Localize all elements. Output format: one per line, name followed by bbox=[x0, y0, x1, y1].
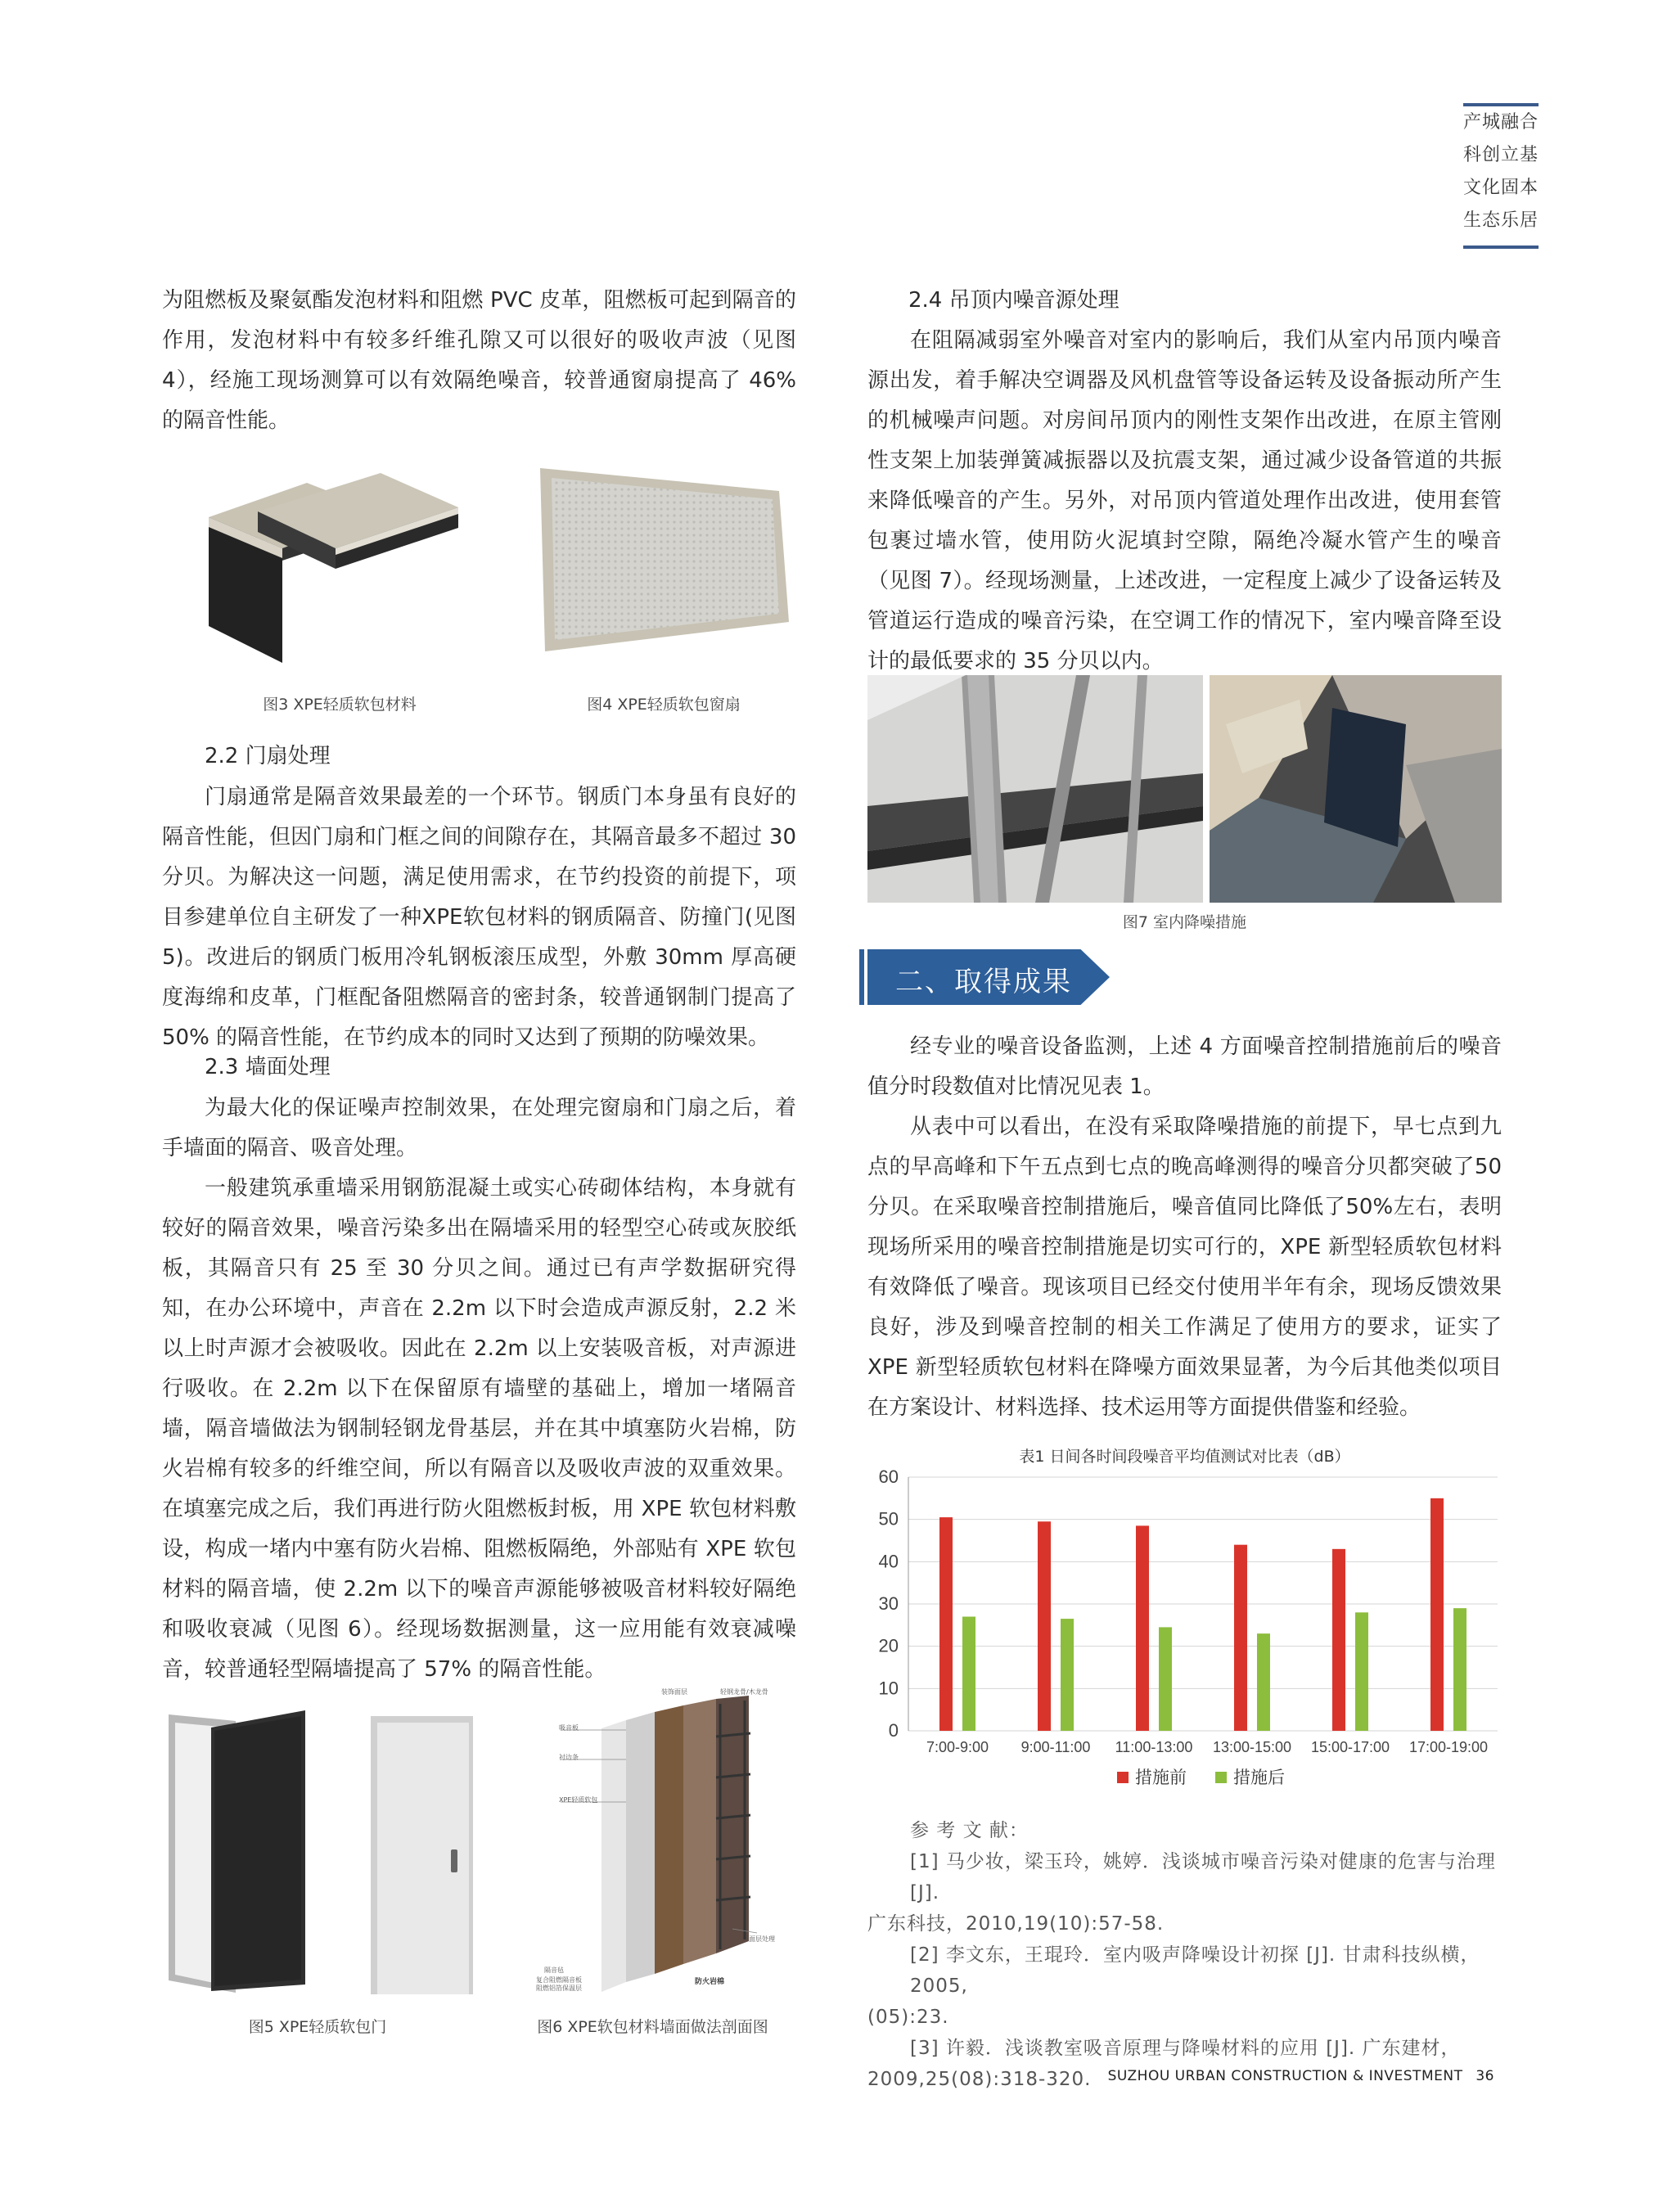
reference-2-line-2: (05):23. bbox=[867, 2007, 949, 2028]
chart-bar-before bbox=[1332, 1549, 1345, 1731]
chart-bar-after bbox=[962, 1617, 975, 1732]
chart-legend-swatch bbox=[1215, 1772, 1227, 1783]
chart-ytick-label: 10 bbox=[878, 1678, 899, 1699]
reference-3-line-2: 2009,25(08):318-320. bbox=[867, 2069, 1092, 2090]
fig4-caption: 图4 XPE轻质软包窗扇 bbox=[587, 696, 741, 714]
chart-ytick-label: 40 bbox=[878, 1551, 899, 1572]
noise-chart bbox=[867, 1444, 1502, 1821]
fig6-label-9: 面层处理 bbox=[749, 1935, 775, 1943]
chart-ytick-label: 50 bbox=[878, 1508, 899, 1529]
sec-2-4-title: 2.4 吊顶内噪音源处理 bbox=[908, 288, 1120, 313]
reference-1-line-1: [1] 马少妆，梁玉玲，姚婷．浅谈城市噪音污染对健康的危害与治理 [J]. bbox=[910, 1851, 1496, 1903]
fig4-xpe-window-image bbox=[534, 466, 794, 653]
fig6-wall-section-image bbox=[511, 1687, 794, 2003]
chart-bar-after bbox=[1355, 1612, 1368, 1731]
fig6-label-1: 轻钢龙骨/木龙骨 bbox=[720, 1688, 768, 1696]
fig5-xpe-door-image bbox=[162, 1698, 473, 1997]
tag-rule-top bbox=[1463, 103, 1539, 106]
page-footer bbox=[1108, 2068, 1494, 2084]
sec-2-3-title: 2.3 墙面处理 bbox=[205, 1055, 331, 1079]
chart-plot bbox=[867, 1469, 1502, 1821]
tag-4: 生态乐居 bbox=[1462, 210, 1539, 231]
chart-legend-label: 措施前 bbox=[1135, 1768, 1187, 1787]
chart-bar-before bbox=[1234, 1545, 1247, 1731]
fig6-label-7: 复合阻燃隔音板 bbox=[536, 1976, 582, 1984]
tag-2: 科创立基 bbox=[1462, 145, 1539, 165]
chart-title: 表1 日间各时间段噪音平均值测试对比表（dB） bbox=[1019, 1448, 1350, 1466]
fig6-label-5: 防火岩棉 bbox=[695, 1978, 725, 1986]
reference-2-line-1: [2] 李文东，王琨玲．室内吸声降噪设计初探 [J]. 甘肃科技纵横，2005, bbox=[910, 1944, 1480, 1997]
sec-2-2-text: 门扇通常是隔音效果最差的一个环节。钢质门本身虽有良好的隔音性能，但因门扇和门框之间的间隙存在，其隔音最多不超过 30 分贝。为解决这一问题，满足使用需求，在节约投资的前提下，项目参建单位自主研发了一种XPE软包材料的钢质隔音、防撞门(见图 5)。改进后的钢质门板用冷轧钢板滚压成型，外敷 30mm 厚高硬度海绵和皮革，门框配备阻燃隔音的密封条，较普通钢制门提高了 50% 的隔音性能，在节约成本的同时又达到了预期的防噪效果。 bbox=[162, 785, 796, 1050]
fig3-xpe-panel-image bbox=[209, 466, 471, 671]
chart-bar-before bbox=[939, 1517, 953, 1731]
fig6-label-0: 装饰面层 bbox=[661, 1688, 687, 1696]
references-title: 参 考 文 献： bbox=[910, 1820, 1029, 1841]
fig6-label-2: 吸音板 bbox=[559, 1724, 579, 1732]
fig7-ceiling-support-image bbox=[867, 675, 1203, 903]
chart-xtick-label: 9:00-11:00 bbox=[1020, 1739, 1091, 1755]
chart-ytick-label: 0 bbox=[888, 1720, 899, 1741]
chart-legend-label: 措施后 bbox=[1233, 1768, 1285, 1787]
chart-xtick-label: 13:00-15:00 bbox=[1212, 1739, 1292, 1755]
tag-1: 产城融合 bbox=[1462, 112, 1539, 133]
chart-bar-after bbox=[1257, 1633, 1270, 1731]
chart-bar-after bbox=[1159, 1627, 1172, 1731]
sidebar-tags bbox=[1463, 106, 1539, 237]
reference-1-line-2: 广东科技，2010,19(10):57-58. bbox=[867, 1913, 1165, 1935]
sec-2-2-title: 2.2 门扇处理 bbox=[205, 744, 331, 768]
chart-xtick-label: 11:00-13:00 bbox=[1115, 1739, 1193, 1755]
tag-rule-bottom bbox=[1463, 246, 1539, 249]
fig6-label-4: XPE轻质软包 bbox=[559, 1796, 598, 1804]
fig6-label-3: 衬边条 bbox=[559, 1754, 579, 1761]
fig3-caption: 图3 XPE轻质软包材料 bbox=[263, 696, 417, 714]
sec-2-4-text: 在阻隔减弱室外噪音对室内的影响后，我们从室内吊顶内噪音源出发，着手解决空调器及风机盘管等设备运转及设备振动所产生的机械噪声问题。对房间吊顶内的刚性支架作出改进，在原主管刚性支架上加装弹簧减振器以及抗震支架，通过减少设备管道的共振来降低噪音的产生。另外，对吊顶内管道处理作出改进，使用套管包裹过墙水管，使用防火泥填封空隙，隔绝冷凝水管产生的噪音（见图 7）。经现场测量，上述改进，一定程度上减少了设备运转及管道运行造成的噪音污染，在空调工作的情况下，室内噪音降至设计的最低要求的 35 分贝以内。 bbox=[867, 328, 1502, 674]
reference-3-line-1: [3] 许毅．浅谈教室吸音原理与降噪材料的应用 [J]. 广东建材， bbox=[910, 2038, 1461, 2059]
chart-bar-before bbox=[1038, 1521, 1051, 1731]
fig6-caption: 图6 XPE软包材料墙面做法剖面图 bbox=[537, 2018, 768, 2036]
footer-page-number: 36 bbox=[1476, 2068, 1494, 2084]
chart-bar-before bbox=[1136, 1525, 1149, 1731]
fig5-caption: 图5 XPE轻质软包门 bbox=[248, 2018, 387, 2036]
results-text-2: 从表中可以看出，在没有采取降噪措施的前提下，早七点到九点的早高峰和下午五点到七点的晚高峰测得的噪音分贝都突破了50分贝。在采取噪音控制措施后，噪音值同比降低了50%左右，表明现场所采用的噪音控制措施是切实可行的，XPE 新型轻质软包材料有效降低了噪音。现该项目已经交付使用半年有余，现场反馈效果良好，涉及到噪音控制的相关工作满足了使用方的要求，证实了 XPE 新型轻质软包材料在降噪方面效果显著，为今后其他类似项目在方案设计、材料选择、技术运用等方面提供借鉴和经验。 bbox=[867, 1115, 1502, 1420]
fig7-caption: 图7 室内降噪措施 bbox=[1122, 913, 1247, 931]
section-header-results bbox=[867, 949, 1110, 1005]
chart-ytick-label: 20 bbox=[878, 1635, 899, 1656]
chart-bar-after bbox=[1453, 1608, 1466, 1731]
chart-xtick-label: 15:00-17:00 bbox=[1310, 1739, 1390, 1755]
intro-paragraph: 为阻燃板及聚氨酯发泡材料和阻燃 PVC 皮革，阻燃板可起到隔音的作用，发泡材料中有较多纤维孔隙又可以很好的吸收声波（见图 4），经施工现场测算可以有效隔绝噪音，较普通窗扇提高了 46% 的隔音性能。 bbox=[162, 288, 796, 433]
results-text-1: 经专业的噪音设备监测，上述 4 方面噪音控制措施前后的噪音值分时段数值对比情况见表 1。 bbox=[867, 1034, 1502, 1099]
chart-legend-swatch bbox=[1117, 1772, 1129, 1783]
tag-3: 文化固本 bbox=[1462, 178, 1539, 198]
chart-bar-before bbox=[1430, 1498, 1444, 1731]
chart-xtick-label: 7:00-9:00 bbox=[926, 1739, 989, 1755]
chart-ytick-label: 30 bbox=[878, 1593, 899, 1614]
fig7-pipe-wrap-image bbox=[1210, 675, 1502, 903]
chart-ytick-label: 60 bbox=[878, 1469, 899, 1487]
section-title: 二、取得成果 bbox=[895, 966, 1072, 998]
fig6-label-8: 阻燃铝箔保温层 bbox=[536, 1984, 582, 1992]
footer-magazine-name: SUZHOU URBAN CONSTRUCTION & INVESTMENT bbox=[1107, 2068, 1463, 2084]
references bbox=[867, 1815, 1502, 2095]
sec-2-3-text-1: 为最大化的保证噪声控制效果，在处理完窗扇和门扇之后，着手墙面的隔音、吸音处理。 bbox=[162, 1096, 796, 1160]
section-header-accent bbox=[859, 949, 864, 1005]
fig6-label-6: 隔音毡 bbox=[544, 1966, 564, 1974]
chart-bar-after bbox=[1061, 1619, 1074, 1731]
sec-2-3-text-2: 一般建筑承重墙采用钢筋混凝土或实心砖砌体结构，本身就有较好的隔音效果，噪音污染多出在隔墙采用的轻型空心砖或灰胶纸板，其隔音只有 25 至 30 分贝之间。通过已有声学数据研究得知，在办公环境中，声音在 2.2m 以下时会造成声源反射，2.2 米以上时声源才会被吸收。因此在 2.2m 以上安装吸音板，对声源进行吸收。在 2.2m 以下在保留原有墙壁的基础上，增加一堵隔音墙，隔音墙做法为钢制轻钢龙骨基层，并在其中填塞防火岩棉，防火岩棉有较多的纤维空间，所以有隔音以及吸收声波的双重效果。在填塞完成之后，我们再进行防火阻燃板封板，用 XPE 软包材料敷设，构成一堵内中塞有防火岩棉、阻燃板隔绝，外部贴有 XPE 软包材料的隔音墙，使 2.2m 以下的噪音声源能够被吸音材料较好隔绝和吸收衰减（见图 6）。经现场数据测量，这一应用能有效衰减噪音，较普通轻型隔墙提高了 57% 的隔音性能。 bbox=[162, 1176, 796, 1682]
chart-xtick-label: 17:00-19:00 bbox=[1408, 1739, 1489, 1755]
